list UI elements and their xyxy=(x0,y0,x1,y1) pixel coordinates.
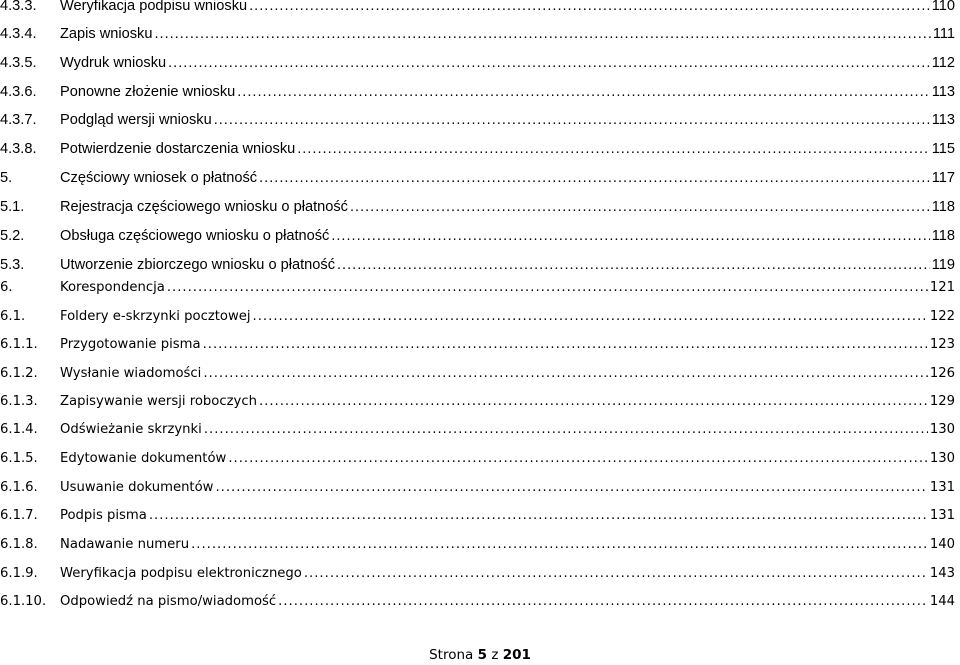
footer-prefix: Strona xyxy=(429,647,474,663)
toc-dot-leader xyxy=(337,253,930,277)
toc-dot-leader xyxy=(237,80,930,104)
toc-entry-number: 6.1.1. xyxy=(0,337,38,352)
toc-entry-number: 6.1.10. xyxy=(0,594,47,609)
toc-dot-leader xyxy=(168,51,930,75)
toc-entry-title-link[interactable]: Weryfikacja podpisu elektronicznego xyxy=(60,566,302,581)
toc-entry-page-link[interactable]: 129 xyxy=(929,394,955,409)
toc-entry-title-link[interactable]: Potwierdzenie dostarczenia wniosku xyxy=(60,141,296,157)
toc-entry-number: 6.1.3. xyxy=(0,394,38,409)
toc-entry-page-link[interactable]: 123 xyxy=(929,337,955,352)
toc-entry-title-link[interactable]: Podpis pisma xyxy=(60,508,147,523)
toc-entry-number: 6.1.2. xyxy=(0,366,38,381)
toc-entry-number: 5.3. xyxy=(0,257,25,273)
toc-entry-number: 6.1.9. xyxy=(0,566,38,581)
toc-entry-number: 6.1.5. xyxy=(0,451,38,466)
toc-entry[interactable] xyxy=(0,362,955,386)
footer-current-page: 5 xyxy=(477,647,488,663)
toc-entry-page-link[interactable]: 126 xyxy=(929,366,955,381)
toc-dot-leader xyxy=(214,108,930,132)
toc-dot-leader xyxy=(278,590,928,614)
toc-entry-number: 6.1.6. xyxy=(0,480,38,495)
toc-entry-page-link[interactable]: 144 xyxy=(929,594,955,609)
toc-entry-page-link[interactable]: 111 xyxy=(932,26,955,42)
toc-entry-number: 6.1.7. xyxy=(0,508,38,523)
toc-entry-page-link[interactable]: 119 xyxy=(931,257,955,273)
toc-entry-title-link[interactable]: Usuwanie dokumentów xyxy=(60,480,214,495)
toc-entry-title-link[interactable]: Weryfikacja podpisu wniosku xyxy=(60,0,248,14)
toc-entry-number: 5.2. xyxy=(0,228,25,244)
toc-dot-leader xyxy=(249,0,930,18)
toc-entry-page-link[interactable]: 113 xyxy=(931,84,955,100)
toc-dot-leader xyxy=(259,390,928,414)
toc-entry-page-link[interactable]: 131 xyxy=(929,480,955,495)
toc-entry-page-link[interactable]: 140 xyxy=(929,537,955,552)
toc-dot-leader xyxy=(203,362,928,386)
toc-entry-title-link[interactable]: Korespondencja xyxy=(60,280,165,295)
toc-entry-number: 4.3.4. xyxy=(0,26,37,42)
toc-entry-number: 4.3.7. xyxy=(0,112,37,128)
toc-entry-page-link[interactable]: 130 xyxy=(929,422,955,437)
toc-dot-leader xyxy=(203,333,928,357)
toc-entry-title-link[interactable]: Odpowiedź na pismo/wiadomość xyxy=(60,594,277,609)
toc-entry[interactable] xyxy=(0,276,955,300)
toc-entry-number: 4.3.3. xyxy=(0,0,37,14)
toc-entry-title-link[interactable]: Obsługa częściowego wniosku o płatność xyxy=(60,228,330,244)
toc-entry[interactable] xyxy=(0,166,955,190)
toc-entry-page-link[interactable]: 113 xyxy=(931,112,955,128)
toc-entry-page-link[interactable]: 110 xyxy=(931,0,955,14)
toc-entry-page-link[interactable]: 112 xyxy=(931,55,955,71)
toc-entry-title-link[interactable]: Podgląd wersji wniosku xyxy=(60,112,212,128)
page-footer xyxy=(0,645,960,665)
toc-entry-title-link[interactable]: Utworzenie zbiorczego wniosku o płatność xyxy=(60,257,335,273)
toc-entry[interactable] xyxy=(0,80,955,104)
toc-entry-title-link[interactable]: Nadawanie numeru xyxy=(60,537,190,552)
toc-dot-leader xyxy=(297,137,929,161)
toc-entry-page-link[interactable]: 115 xyxy=(931,141,955,157)
toc-dot-leader xyxy=(191,533,928,557)
toc-entry-title-link[interactable]: Zapisywanie wersji roboczych xyxy=(60,394,257,409)
toc-entry-number: 5.1. xyxy=(0,199,25,215)
toc-entry[interactable] xyxy=(0,305,955,329)
toc-entry[interactable] xyxy=(0,533,955,557)
toc-entry[interactable] xyxy=(0,51,955,75)
toc-entry[interactable] xyxy=(0,195,955,219)
toc-entry[interactable] xyxy=(0,418,955,442)
toc-dot-leader xyxy=(228,447,928,471)
toc-entry-number: 6. xyxy=(0,280,13,295)
toc-entry[interactable] xyxy=(0,108,955,132)
toc-dot-leader xyxy=(259,166,930,190)
toc-dot-leader xyxy=(204,418,928,442)
toc-dot-leader xyxy=(253,305,928,329)
toc-dot-leader xyxy=(350,195,930,219)
toc-dot-leader xyxy=(304,562,928,586)
toc-entry-number: 4.3.5. xyxy=(0,55,37,71)
toc-entry-title-link[interactable]: Przygotowanie pisma xyxy=(60,337,201,352)
toc-entry-number: 6.1. xyxy=(0,309,26,324)
toc-entry-page-link[interactable]: 131 xyxy=(929,508,955,523)
toc-entry[interactable] xyxy=(0,476,955,500)
footer-total-pages: 201 xyxy=(502,647,531,663)
toc-entry[interactable] xyxy=(0,333,955,357)
toc-entry-page-link[interactable]: 130 xyxy=(929,451,955,466)
toc-entry-title-link[interactable]: Ponowne złożenie wniosku xyxy=(60,84,236,100)
footer-separator: z xyxy=(491,647,499,663)
toc-entry[interactable] xyxy=(0,0,955,18)
toc-entry[interactable] xyxy=(0,447,955,471)
toc-entry-number: 4.3.8. xyxy=(0,141,37,157)
toc-dot-leader xyxy=(149,504,928,528)
toc-entry-number: 5. xyxy=(0,170,13,186)
toc-entry[interactable] xyxy=(0,562,955,586)
toc-entry-page-link[interactable]: 121 xyxy=(929,280,955,295)
toc-entry-page-link[interactable]: 117 xyxy=(931,170,955,186)
toc-entry[interactable] xyxy=(0,22,955,46)
toc-dot-leader xyxy=(167,276,928,300)
toc-entry[interactable] xyxy=(0,504,955,528)
toc-entry[interactable] xyxy=(0,590,955,614)
toc-entry-number: 6.1.4. xyxy=(0,422,38,437)
toc-entry-page-link[interactable]: 118 xyxy=(931,199,955,215)
toc-entry[interactable] xyxy=(0,224,955,248)
toc-entry-number: 4.3.6. xyxy=(0,84,37,100)
toc-entry-page-link[interactable]: 118 xyxy=(931,228,955,244)
toc-entry[interactable] xyxy=(0,253,955,277)
toc-entry-title-link[interactable]: Zapis wniosku xyxy=(60,26,153,42)
toc-entry-title-link[interactable]: Wydruk wniosku xyxy=(60,55,167,71)
toc-entry-title-link[interactable]: Częściowy wniosek o płatność xyxy=(60,170,258,186)
toc-dot-leader xyxy=(331,224,929,248)
toc-dot-leader xyxy=(215,476,927,500)
toc-entry-title-link[interactable]: Rejestracja częściowego wniosku o płatność xyxy=(60,199,348,215)
toc-entry-page-link[interactable]: 122 xyxy=(929,309,955,324)
toc-entry[interactable] xyxy=(0,390,955,414)
toc-entry-page-link[interactable]: 143 xyxy=(929,566,955,581)
toc-dot-leader xyxy=(154,22,930,46)
toc-entry-title-link[interactable]: Wysłanie wiadomości xyxy=(60,366,202,381)
toc-entry-title-link[interactable]: Foldery e-skrzynki pocztowej xyxy=(60,309,251,324)
toc-entry-title-link[interactable]: Odświeżanie skrzynki xyxy=(60,422,202,437)
toc-entry-number: 6.1.8. xyxy=(0,537,38,552)
toc-entry-title-link[interactable]: Edytowanie dokumentów xyxy=(60,451,227,466)
toc-entry[interactable] xyxy=(0,137,955,161)
